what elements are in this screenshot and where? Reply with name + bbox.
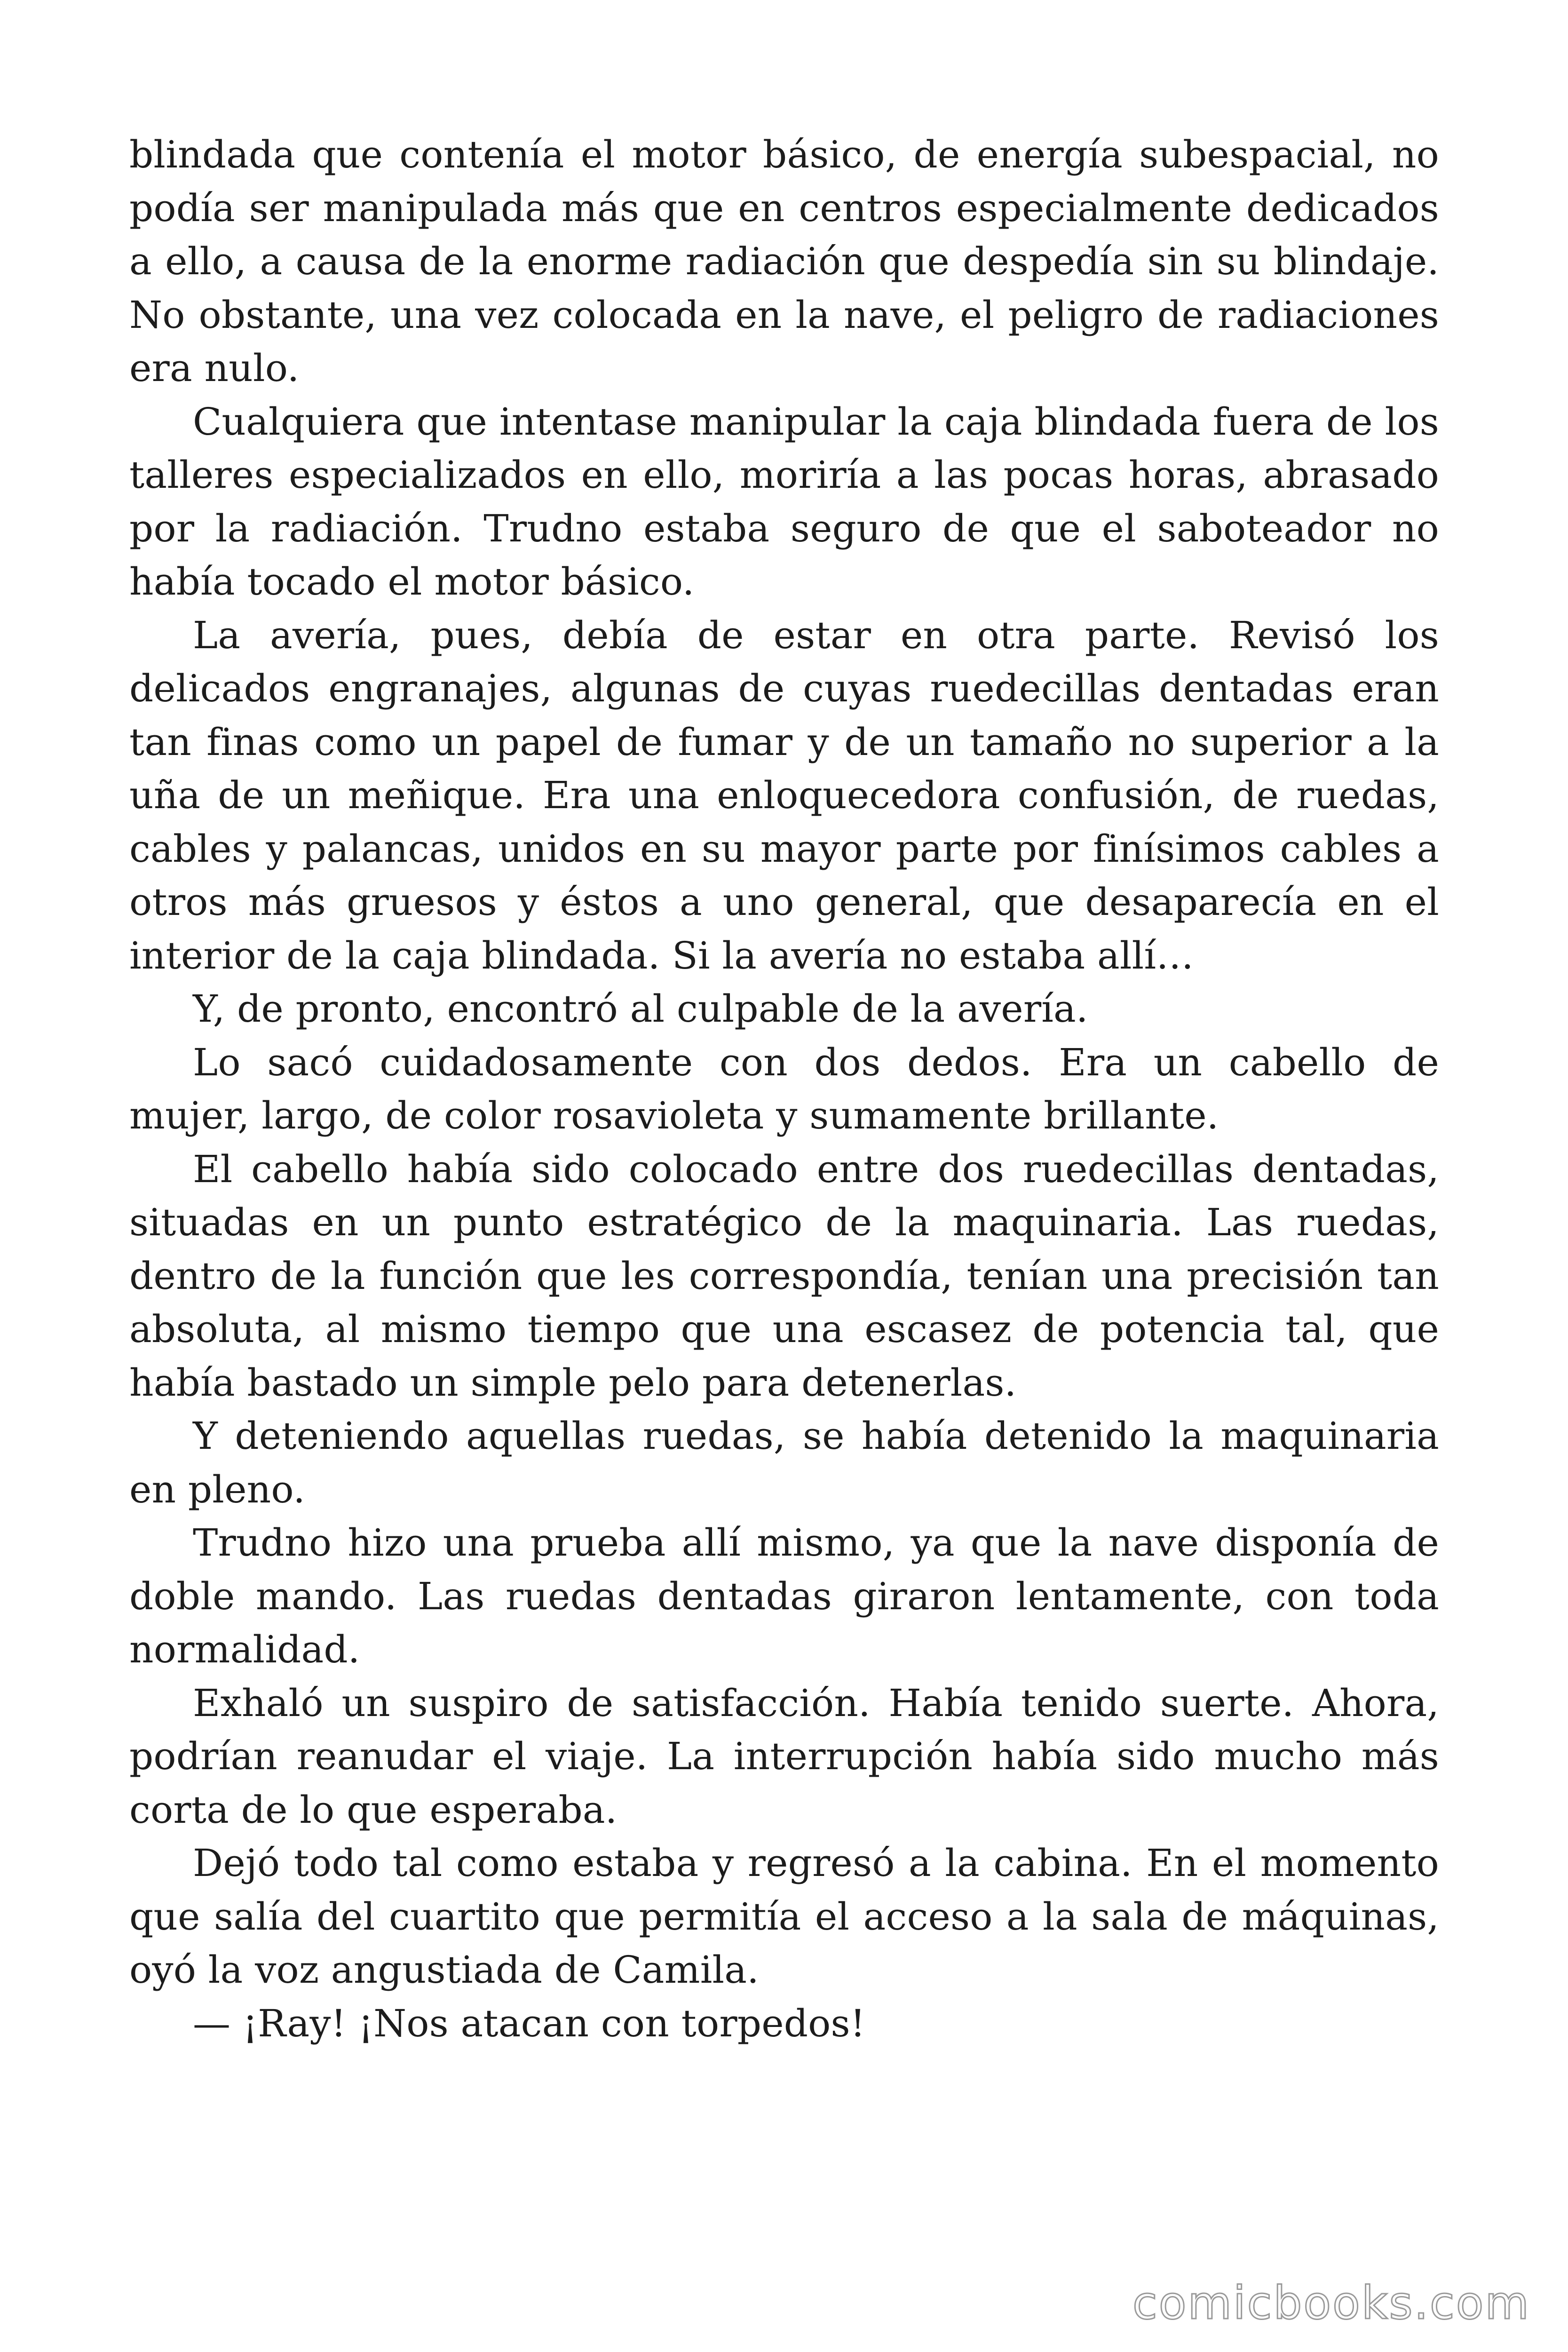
paragraph: El cabello había sido colocado entre dos ruedecillas dentadas, situadas en un punto estratégico de la maquinaria. Las ruedas, dentro de la función que les correspondía, tenían una precisión tan absoluta, al mismo tiempo que una escasez de potencia tal, que había bastado un simple pelo para detenerlas. (129, 1147, 1439, 1405)
body-text (129, 128, 1439, 2050)
paragraph: Y deteniendo aquellas ruedas, se había detenido la maquinaria en pleno. (129, 1414, 1439, 1511)
watermark: comicbooks.com (1132, 2277, 1530, 2329)
paragraph: Lo sacó cuidadosamente con dos dedos. Era un cabello de mujer, largo, de color rosavioleta y sumamente brillante. (129, 1040, 1439, 1137)
paragraph: Trudno hizo una prueba allí mismo, ya que la nave disponía de doble mando. Las ruedas dentadas giraron lentamente, con toda normalidad. (129, 1521, 1439, 1671)
paragraph: Y, de pronto, encontró al culpable de la avería. (193, 987, 1088, 1031)
paragraph: Exhaló un suspiro de satisfacción. Había tenido suerte. Ahora, podrían reanudar el viaje. La interrupción había sido mucho más corta de lo que esperaba. (129, 1681, 1439, 1832)
paragraph: La avería, pues, debía de estar en otra parte. Revisó los delicados engranajes, algunas de cuyas ruedecillas dentadas eran tan finas como un papel de fumar y de un tamaño no superior a la uña de un meñique. Era una enloquecedora confusión, de ruedas, cables y palancas, unidos en su mayor parte por finísimos cables a otros más gruesos y éstos a uno general, que desaparecía en el interior de la caja blindada. Si la avería no estaba allí… (129, 613, 1439, 977)
paragraph: blindada que contenía el motor básico, de energía subespacial, no podía ser manipulada más que en centros especialmente dedicados a ello, a causa de la enorme radiación que despedía sin su blindaje. No obstante, una vez colocada en la nave, el peligro de radiaciones era nulo. (129, 133, 1439, 390)
paragraph: Cualquiera que intentase manipular la caja blindada fuera de los talleres especializados en ello, moriría a las pocas horas, abrasado por la radiación. Trudno estaba seguro de que el saboteador no había tocado el motor básico. (129, 399, 1439, 604)
dialogue-line: — ¡Ray! ¡Nos atacan con torpedos! (193, 2001, 866, 2045)
paragraph: Dejó todo tal como estaba y regresó a la cabina. En el momento que salía del cuartito que permitía el acceso a la sala de máquinas, oyó la voz angustiada de Camila. (129, 1841, 1439, 1992)
